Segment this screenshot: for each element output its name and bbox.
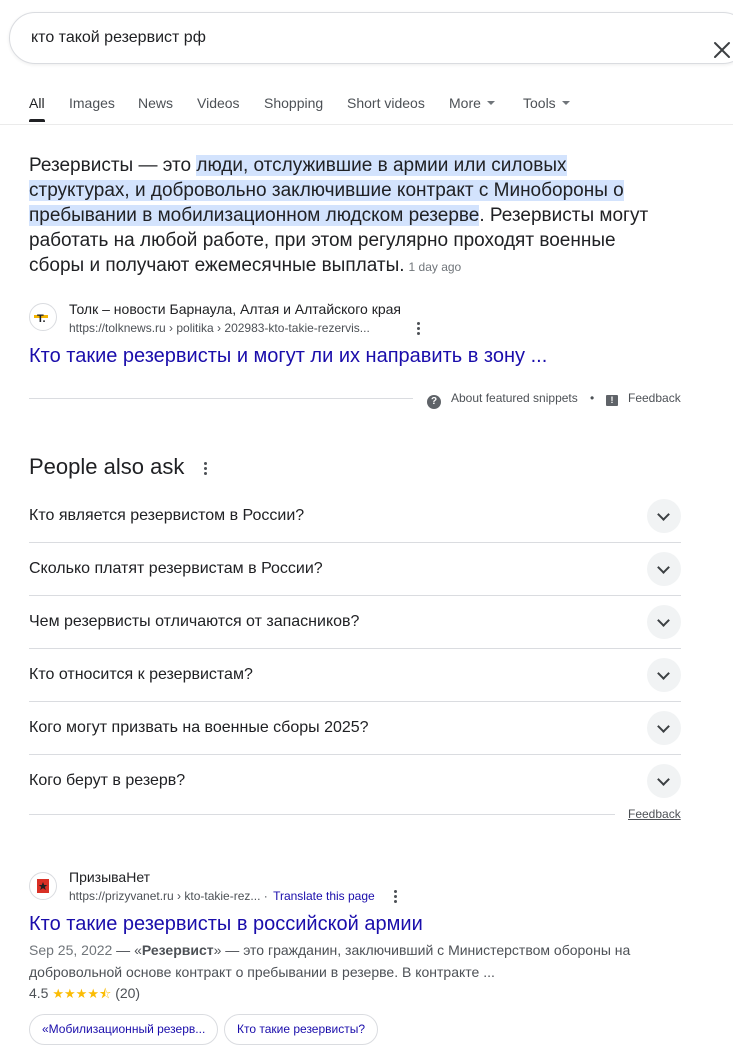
tab-shopping[interactable]: Shopping (264, 95, 324, 111)
source-favicon[interactable] (29, 303, 57, 331)
paa-question[interactable] (29, 649, 681, 702)
tabs-divider (0, 124, 733, 125)
tab-short-videos[interactable]: Short videos (347, 95, 425, 111)
result-url[interactable]: https://prizyvanet.ru › kto-takie-rez... (69, 889, 261, 903)
paa-question[interactable] (29, 596, 681, 649)
result-favicon[interactable] (29, 872, 57, 900)
paa-question-text: Кого могут призвать на военные сборы 2025? (29, 719, 369, 736)
desc-bold: Резервист (141, 942, 214, 958)
paa-divider (29, 814, 615, 815)
snippet-prefix: Резервисты — это (29, 155, 197, 176)
snippet-feedback-link[interactable] (606, 391, 681, 406)
paa-question[interactable] (29, 490, 681, 543)
source-url[interactable]: https://tolknews.ru › politika › 202983-kto-takie-rezervis... (69, 321, 370, 335)
paa-question-text: Кого берут в резерв? (29, 772, 186, 789)
chevron-down-icon[interactable] (647, 764, 681, 798)
paa-feedback-link[interactable]: Feedback (628, 807, 681, 821)
chevron-down-icon[interactable] (647, 711, 681, 745)
result-title-link[interactable]: Кто такие резервисты в российской армии (29, 913, 423, 935)
paa-more-options-icon[interactable] (203, 462, 207, 476)
close-icon[interactable] (710, 38, 733, 62)
tab-more-label: More (449, 95, 481, 111)
translate-page-link[interactable]: Translate this page (273, 889, 375, 903)
more-options-icon[interactable] (416, 322, 420, 336)
feedback-label: Feedback (628, 391, 681, 405)
tab-news[interactable]: News (138, 95, 174, 111)
tab-images[interactable]: Images (69, 95, 115, 111)
tab-tools[interactable] (523, 92, 570, 114)
result-rating (29, 985, 140, 1007)
source-title-link[interactable]: Кто такие резервисты и могут ли их направить в зону ... (29, 345, 548, 367)
paa-question[interactable] (29, 755, 681, 808)
result-url-line: https://prizyvanet.ru › kto-takie-rez... · Translate this page (69, 889, 375, 903)
paa-question-text: Сколько платят резервистам в России? (29, 560, 323, 577)
tolk-logo-icon (30, 304, 56, 330)
paa-question[interactable] (29, 702, 681, 755)
result-description (29, 939, 669, 983)
tab-more[interactable] (449, 92, 495, 114)
chevron-down-icon (562, 101, 570, 105)
prizyvanet-logo-icon (30, 873, 56, 899)
search-bar (9, 12, 733, 64)
desc-rest: » — это гражданин, заключивший с Министерством обороны на добровольной основе контракт о пребывании в резерве. В контракте ... (29, 942, 631, 980)
snippet-highlight: люди, отслужившие в армии или силовых структурах, и добровольно заключившие контракт с Минобороны о пребывании в мобилизационном людском резерве (29, 155, 624, 226)
tab-videos[interactable]: Videos (197, 95, 240, 111)
paa-question-text: Кто является резервистом в России? (29, 507, 305, 524)
snippet-date: 1 day ago (408, 260, 462, 274)
chevron-down-icon[interactable] (647, 658, 681, 692)
chevron-down-icon[interactable] (647, 552, 681, 586)
chevron-down-icon[interactable] (647, 605, 681, 639)
tab-all[interactable]: All (29, 95, 45, 111)
people-also-ask-title: People also ask (29, 454, 185, 479)
related-chip[interactable]: «Мобилизационный резерв... (29, 1014, 218, 1045)
snippet-suffix: . Резервисты могут работать на любой работе, при этом регулярно проходят военные сборы и получают ежемесячные выплаты. (29, 205, 649, 276)
featured-snippet-text (29, 153, 669, 280)
desc-dash: — « (112, 942, 142, 958)
help-icon: ? (427, 395, 441, 409)
active-tab-indicator (29, 119, 45, 122)
result-date: Sep 25, 2022 (29, 942, 113, 958)
related-chip[interactable]: Кто такие резервисты? (224, 1014, 378, 1045)
rating-value: 4.5 (29, 985, 49, 1001)
featured-snippet-divider (29, 398, 413, 399)
chevron-down-icon (487, 101, 495, 105)
result-site-name[interactable]: ПризываНет (69, 869, 151, 885)
tab-tools-label: Tools (523, 95, 556, 111)
separator-dot: • (590, 391, 595, 405)
favicon-text: Т. (37, 313, 46, 325)
feedback-icon: ! (606, 395, 618, 406)
about-featured-snippets-link[interactable] (427, 391, 578, 409)
people-also-ask-list (29, 490, 681, 808)
rating-count: (20) (115, 985, 141, 1001)
about-label: About featured snippets (451, 391, 578, 405)
paa-question-text: Кто относится к резервистам? (29, 666, 253, 683)
chevron-down-icon[interactable] (647, 499, 681, 533)
paa-question-text: Чем резервисты отличаются от запасников? (29, 613, 360, 630)
source-name[interactable]: Толк – новости Барнаула, Алтая и Алтайского края (69, 301, 401, 317)
more-options-icon[interactable] (393, 890, 397, 904)
search-input[interactable] (31, 13, 671, 63)
star-rating-icon: ★★★★⯪ (52, 986, 112, 1001)
paa-question[interactable] (29, 543, 681, 596)
